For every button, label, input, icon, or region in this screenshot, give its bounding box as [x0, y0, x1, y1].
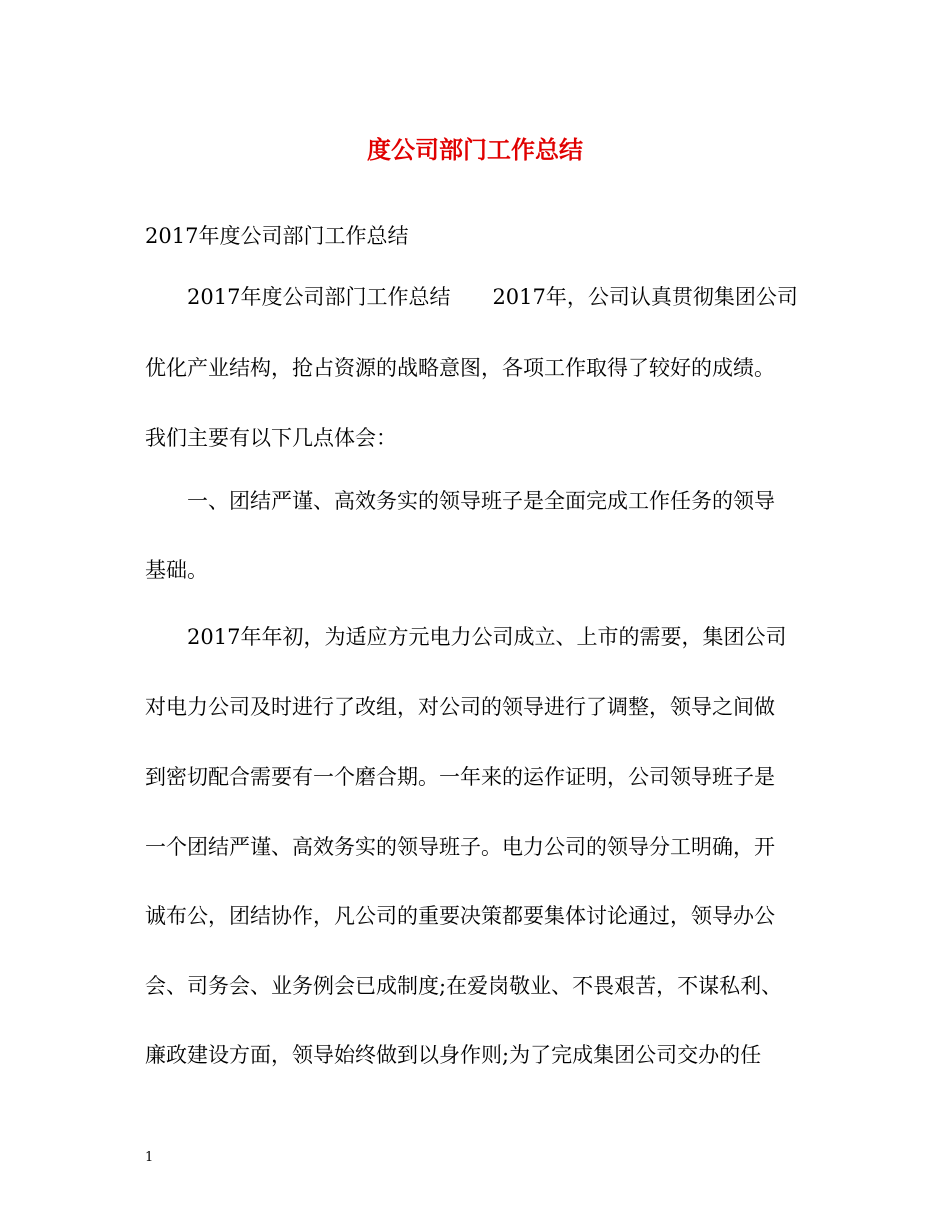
paragraph-line: 优化产业结构，抢占资源的战略意图，各项工作取得了较好的成绩。: [145, 356, 775, 380]
paragraph-line: 到密切配合需要有一个磨合期。一年来的运作证明，公司领导班子是: [145, 765, 775, 789]
paragraph-line: 诚布公，团结协作，凡公司的重要决策都要集体讨论通过，领导办公: [145, 904, 775, 928]
paragraph-line: 我们主要有以下几点体会：: [145, 426, 397, 450]
paragraph-line: 廉政建设方面，领导始终做到以身作则;为了完成集团公司交办的任: [145, 1043, 762, 1067]
paragraph-line: 2017年年初，为适应方元电力公司成立、上市的需要，集团公司: [187, 625, 787, 649]
subtitle-line: 2017年度公司部门工作总结: [145, 224, 409, 248]
paragraph-line: 一个团结严谨、高效务实的领导班子。电力公司的领导分工明确，开: [145, 835, 775, 859]
section-heading-line: 基础。: [145, 558, 208, 582]
page-number: 1: [145, 1150, 154, 1165]
section-heading-line: 一、团结严谨、高效务实的领导班子是全面完成工作任务的领导: [187, 489, 775, 513]
document-title: 度公司部门工作总结: [367, 135, 583, 164]
paragraph-line: 对电力公司及时进行了改组，对公司的领导进行了调整，领导之间做: [145, 695, 775, 719]
paragraph-line: 2017年度公司部门工作总结 2017年，公司认真贯彻集团公司: [187, 285, 798, 309]
paragraph-line: 会、司务会、业务例会已成制度;在爱岗敬业、不畏艰苦，不谋私利、: [145, 974, 783, 998]
